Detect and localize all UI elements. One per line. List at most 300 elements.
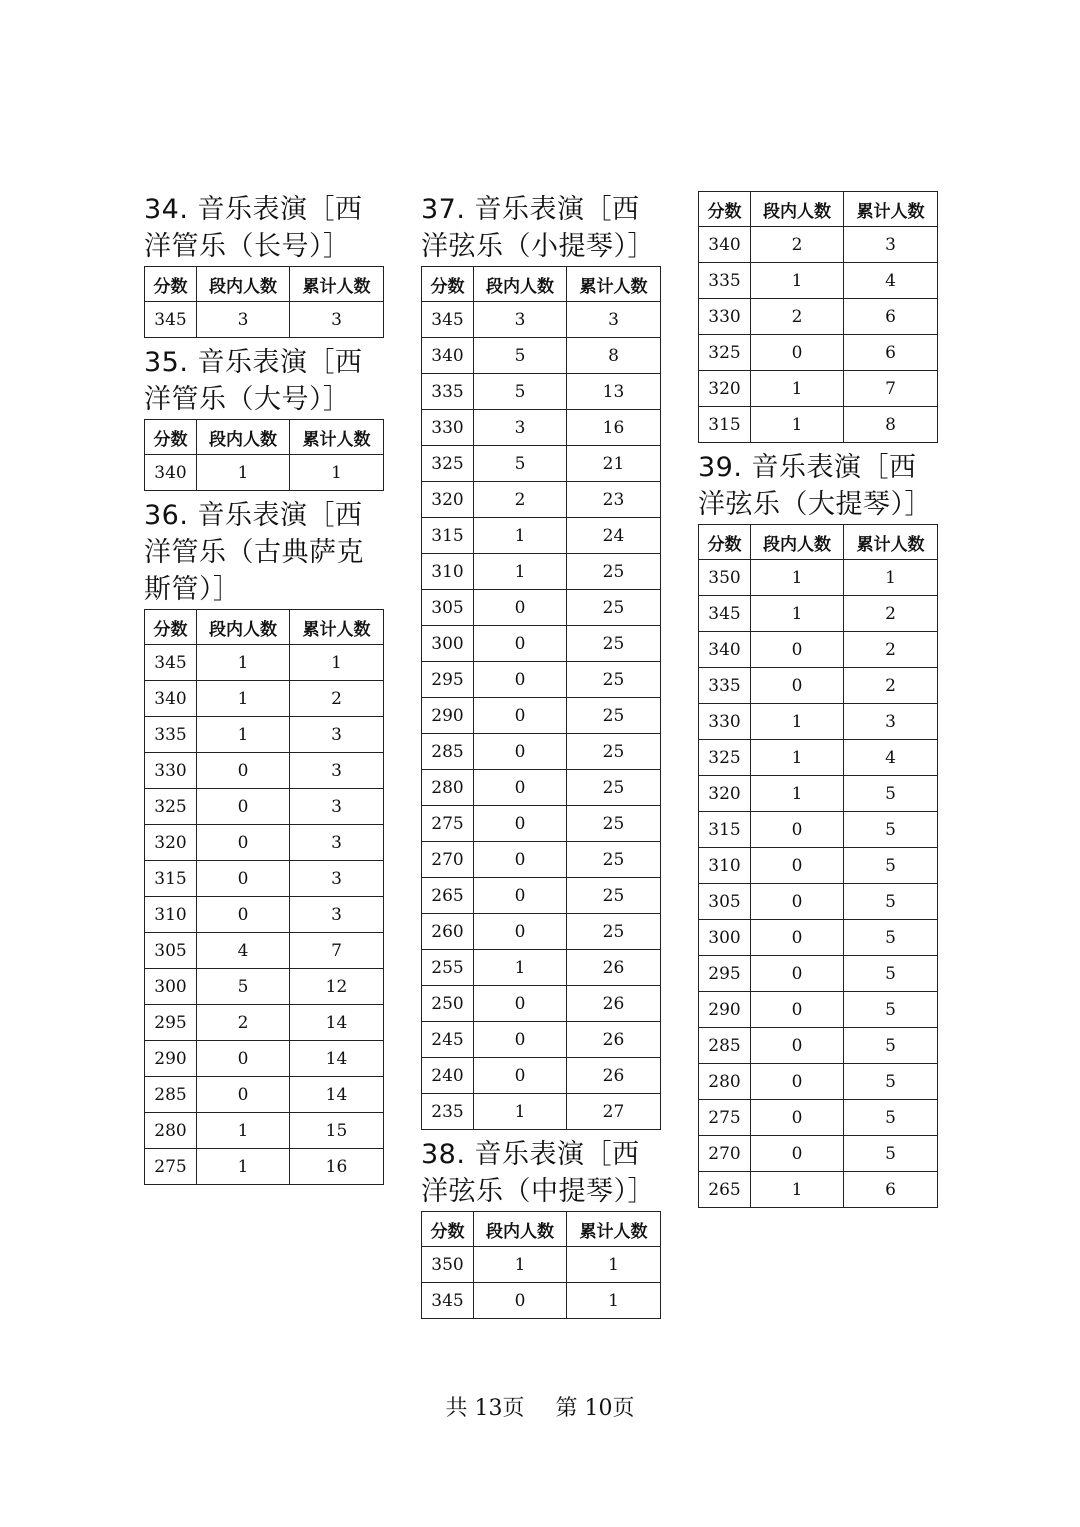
section-title-37: 37. 音乐表演［西洋弦乐（小提琴）］: [421, 194, 655, 262]
table-row: [422, 698, 661, 734]
cumulative-count-cell: 2: [290, 681, 384, 717]
table-header-row: [422, 1212, 661, 1247]
cumulative-count-cell: 5: [844, 1028, 938, 1064]
score-cell: 335: [145, 717, 197, 753]
in-band-count-cell: 0: [751, 956, 844, 992]
score-cell: 350: [422, 1247, 474, 1283]
in-band-count-cell: 0: [474, 1283, 567, 1319]
score-cell: 290: [145, 1041, 197, 1077]
column-2: [421, 191, 661, 1325]
in-band-count-cell: 2: [474, 482, 567, 518]
score-cell: 340: [145, 681, 197, 717]
score-cell: 285: [145, 1077, 197, 1113]
header-score: 分数: [145, 267, 197, 302]
score-cell: 340: [699, 632, 751, 668]
header-cumulative-count: 累计人数: [290, 267, 384, 302]
header-in-band-count: 段内人数: [197, 267, 290, 302]
score-cell: 330: [699, 704, 751, 740]
score-cell: 265: [422, 878, 474, 914]
cumulative-count-cell: 5: [844, 776, 938, 812]
cumulative-count-cell: 5: [844, 812, 938, 848]
cumulative-count-cell: 25: [567, 662, 661, 698]
in-band-count-cell: 0: [197, 753, 290, 789]
cumulative-count-cell: 16: [290, 1149, 384, 1185]
cumulative-count-cell: 26: [567, 986, 661, 1022]
in-band-count-cell: 0: [751, 1028, 844, 1064]
score-cell: 325: [699, 335, 751, 371]
score-cell: 300: [422, 626, 474, 662]
in-band-count-cell: 1: [197, 645, 290, 681]
table-row: [145, 789, 384, 825]
score-cell: 305: [422, 590, 474, 626]
table-row: [699, 668, 938, 704]
in-band-count-cell: 1: [474, 518, 567, 554]
cumulative-count-cell: 1: [290, 645, 384, 681]
score-cell: 235: [422, 1094, 474, 1130]
table-row: [145, 1005, 384, 1041]
in-band-count-cell: 3: [197, 302, 290, 338]
table-row: [699, 704, 938, 740]
score-cell: 270: [422, 842, 474, 878]
cumulative-count-cell: 25: [567, 554, 661, 590]
score-cell: 310: [145, 897, 197, 933]
in-band-count-cell: 4: [197, 933, 290, 969]
cumulative-count-cell: 25: [567, 806, 661, 842]
table-row: [422, 590, 661, 626]
score-cell: 290: [699, 992, 751, 1028]
in-band-count-cell: 5: [474, 338, 567, 374]
score-cell: 335: [422, 374, 474, 410]
cumulative-count-cell: 25: [567, 734, 661, 770]
table-row: [699, 407, 938, 443]
table-row: [145, 825, 384, 861]
header-score: 分数: [699, 192, 751, 227]
score-cell: 345: [422, 1283, 474, 1319]
table-row: [422, 770, 661, 806]
cumulative-count-cell: 5: [844, 884, 938, 920]
in-band-count-cell: 0: [474, 1058, 567, 1094]
table-row: [145, 969, 384, 1005]
cumulative-count-cell: 1: [844, 560, 938, 596]
header-cumulative-count: 累计人数: [567, 1212, 661, 1247]
table-row: [699, 1028, 938, 1064]
in-band-count-cell: 0: [751, 884, 844, 920]
cumulative-count-cell: 7: [290, 933, 384, 969]
header-cumulative-count: 累计人数: [844, 525, 938, 560]
cumulative-count-cell: 25: [567, 914, 661, 950]
in-band-count-cell: 0: [751, 812, 844, 848]
cumulative-count-cell: 4: [844, 740, 938, 776]
header-score: 分数: [699, 525, 751, 560]
score-cell: 335: [699, 668, 751, 704]
in-band-count-cell: 2: [751, 299, 844, 335]
score-cell: 250: [422, 986, 474, 1022]
in-band-count-cell: 0: [751, 1064, 844, 1100]
cumulative-count-cell: 7: [844, 371, 938, 407]
section-title-35: 35. 音乐表演［西洋管乐（大号）］: [144, 347, 363, 415]
table-row: [145, 645, 384, 681]
score-cell: 295: [422, 662, 474, 698]
score-cell: 340: [422, 338, 474, 374]
score-table: [698, 191, 938, 443]
cumulative-count-cell: 21: [567, 446, 661, 482]
score-cell: 285: [422, 734, 474, 770]
cumulative-count-cell: 12: [290, 969, 384, 1005]
in-band-count-cell: 0: [197, 1041, 290, 1077]
column-1: [144, 191, 384, 1191]
in-band-count-cell: 1: [751, 596, 844, 632]
table-row: [422, 806, 661, 842]
in-band-count-cell: 0: [751, 920, 844, 956]
table-row: [145, 861, 384, 897]
in-band-count-cell: 0: [474, 590, 567, 626]
cumulative-count-cell: 25: [567, 590, 661, 626]
table-row: [699, 992, 938, 1028]
cumulative-count-cell: 5: [844, 1136, 938, 1172]
score-cell: 320: [699, 371, 751, 407]
cumulative-count-cell: 3: [844, 227, 938, 263]
table-row: [145, 1077, 384, 1113]
table-row: [422, 554, 661, 590]
cumulative-count-cell: 5: [844, 956, 938, 992]
score-cell: 315: [422, 518, 474, 554]
header-in-band-count: 段内人数: [197, 610, 290, 645]
in-band-count-cell: 0: [474, 986, 567, 1022]
table-row: [699, 335, 938, 371]
in-band-count-cell: 0: [751, 1100, 844, 1136]
score-cell: 285: [699, 1028, 751, 1064]
section-title-36: 36. 音乐表演［西洋管乐（古典萨克斯管）］: [144, 500, 364, 605]
cumulative-count-cell: 6: [844, 335, 938, 371]
table-row: [699, 632, 938, 668]
cumulative-count-cell: 3: [290, 861, 384, 897]
table-header-row: [422, 267, 661, 302]
in-band-count-cell: 1: [474, 554, 567, 590]
cumulative-count-cell: 6: [844, 1172, 938, 1208]
score-cell: 320: [145, 825, 197, 861]
table-row: [422, 842, 661, 878]
in-band-count-cell: 0: [474, 878, 567, 914]
in-band-count-cell: 5: [474, 374, 567, 410]
in-band-count-cell: 1: [197, 1149, 290, 1185]
score-table: [421, 1211, 661, 1319]
cumulative-count-cell: 1: [290, 455, 384, 491]
cumulative-count-cell: 3: [290, 717, 384, 753]
in-band-count-cell: 0: [474, 626, 567, 662]
cumulative-count-cell: 5: [844, 848, 938, 884]
score-cell: 345: [145, 302, 197, 338]
score-cell: 330: [145, 753, 197, 789]
score-cell: 315: [699, 812, 751, 848]
table-row: [422, 410, 661, 446]
current-page: 第 10页: [555, 1396, 635, 1421]
score-cell: 280: [422, 770, 474, 806]
table-row: [422, 338, 661, 374]
table-header-row: [145, 610, 384, 645]
table-row: [699, 1136, 938, 1172]
in-band-count-cell: 1: [197, 455, 290, 491]
cumulative-count-cell: 2: [844, 596, 938, 632]
in-band-count-cell: 0: [197, 897, 290, 933]
table-row: [422, 914, 661, 950]
table-row: [699, 884, 938, 920]
total-pages: 共 13页: [445, 1396, 525, 1421]
score-cell: 255: [422, 950, 474, 986]
score-cell: 275: [699, 1100, 751, 1136]
table-row: [422, 986, 661, 1022]
table-row: [422, 374, 661, 410]
table-header-row: [145, 267, 384, 302]
table-row: [699, 848, 938, 884]
score-cell: 275: [422, 806, 474, 842]
table-row: [699, 560, 938, 596]
score-cell: 315: [145, 861, 197, 897]
cumulative-count-cell: 13: [567, 374, 661, 410]
table-row: [422, 1283, 661, 1319]
cumulative-count-cell: 8: [844, 407, 938, 443]
table-row: [422, 446, 661, 482]
cumulative-count-cell: 3: [567, 302, 661, 338]
table-row: [422, 950, 661, 986]
cumulative-count-cell: 14: [290, 1077, 384, 1113]
table-row: [699, 1064, 938, 1100]
in-band-count-cell: 0: [751, 848, 844, 884]
table-row: [145, 1041, 384, 1077]
cumulative-count-cell: 5: [844, 1064, 938, 1100]
table-row: [422, 1094, 661, 1130]
score-cell: 275: [145, 1149, 197, 1185]
cumulative-count-cell: 2: [844, 632, 938, 668]
score-cell: 240: [422, 1058, 474, 1094]
table-row: [145, 717, 384, 753]
table-row: [422, 482, 661, 518]
header-in-band-count: 段内人数: [751, 192, 844, 227]
score-cell: 260: [422, 914, 474, 950]
in-band-count-cell: 0: [751, 992, 844, 1028]
table-row: [422, 878, 661, 914]
in-band-count-cell: 0: [474, 806, 567, 842]
table-row: [145, 897, 384, 933]
in-band-count-cell: 3: [474, 302, 567, 338]
cumulative-count-cell: 25: [567, 626, 661, 662]
page-footer: [0, 1391, 1080, 1422]
cumulative-count-cell: 8: [567, 338, 661, 374]
score-cell: 345: [422, 302, 474, 338]
cumulative-count-cell: 14: [290, 1005, 384, 1041]
cumulative-count-cell: 26: [567, 950, 661, 986]
header-score: 分数: [422, 267, 474, 302]
table-row: [145, 1113, 384, 1149]
cumulative-count-cell: 25: [567, 878, 661, 914]
table-row: [699, 227, 938, 263]
in-band-count-cell: 1: [197, 681, 290, 717]
in-band-count-cell: 1: [751, 407, 844, 443]
table-row: [422, 626, 661, 662]
score-cell: 295: [699, 956, 751, 992]
score-cell: 330: [422, 410, 474, 446]
in-band-count-cell: 2: [197, 1005, 290, 1041]
cumulative-count-cell: 1: [567, 1247, 661, 1283]
table-row: [145, 933, 384, 969]
table-row: [145, 455, 384, 491]
score-cell: 320: [422, 482, 474, 518]
score-cell: 315: [699, 407, 751, 443]
section-title-39: 39. 音乐表演［西洋弦乐（大提琴）］: [698, 452, 932, 520]
table-header-row: [699, 192, 938, 227]
score-cell: 310: [699, 848, 751, 884]
score-cell: 335: [699, 263, 751, 299]
cumulative-count-cell: 14: [290, 1041, 384, 1077]
table-row: [699, 1100, 938, 1136]
table-header-row: [699, 525, 938, 560]
in-band-count-cell: 1: [751, 1172, 844, 1208]
score-cell: 300: [699, 920, 751, 956]
cumulative-count-cell: 2: [844, 668, 938, 704]
cumulative-count-cell: 23: [567, 482, 661, 518]
cumulative-count-cell: 1: [567, 1283, 661, 1319]
section-title-34: 34. 音乐表演［西洋管乐（长号）］: [144, 194, 363, 262]
in-band-count-cell: 0: [474, 770, 567, 806]
in-band-count-cell: 0: [751, 1136, 844, 1172]
table-row: [699, 371, 938, 407]
in-band-count-cell: 0: [474, 662, 567, 698]
header-cumulative-count: 累计人数: [844, 192, 938, 227]
table-row: [145, 681, 384, 717]
in-band-count-cell: 1: [197, 717, 290, 753]
score-table: [698, 524, 938, 1208]
header-in-band-count: 段内人数: [197, 420, 290, 455]
cumulative-count-cell: 3: [290, 753, 384, 789]
in-band-count-cell: 0: [474, 1022, 567, 1058]
in-band-count-cell: 0: [751, 668, 844, 704]
score-cell: 340: [145, 455, 197, 491]
header-cumulative-count: 累计人数: [567, 267, 661, 302]
cumulative-count-cell: 3: [290, 789, 384, 825]
in-band-count-cell: 1: [751, 263, 844, 299]
table-row: [422, 1247, 661, 1283]
header-score: 分数: [422, 1212, 474, 1247]
in-band-count-cell: 0: [751, 335, 844, 371]
in-band-count-cell: 1: [751, 704, 844, 740]
score-cell: 305: [699, 884, 751, 920]
in-band-count-cell: 0: [474, 698, 567, 734]
score-cell: 350: [699, 560, 751, 596]
score-cell: 300: [145, 969, 197, 1005]
score-cell: 270: [699, 1136, 751, 1172]
score-table: [144, 266, 384, 338]
column-3: [698, 191, 938, 1214]
cumulative-count-cell: 5: [844, 992, 938, 1028]
in-band-count-cell: 0: [197, 789, 290, 825]
table-row: [422, 734, 661, 770]
table-row: [145, 1149, 384, 1185]
section-title-38: 38. 音乐表演［西洋弦乐（中提琴）］: [421, 1139, 655, 1207]
in-band-count-cell: 1: [751, 776, 844, 812]
cumulative-count-cell: 5: [844, 920, 938, 956]
in-band-count-cell: 0: [474, 734, 567, 770]
score-cell: 310: [422, 554, 474, 590]
in-band-count-cell: 1: [474, 1247, 567, 1283]
score-table: [144, 419, 384, 491]
header-in-band-count: 段内人数: [751, 525, 844, 560]
score-cell: 245: [422, 1022, 474, 1058]
score-cell: 325: [422, 446, 474, 482]
score-cell: 290: [422, 698, 474, 734]
header-score: 分数: [145, 610, 197, 645]
header-cumulative-count: 累计人数: [290, 420, 384, 455]
in-band-count-cell: 0: [197, 1077, 290, 1113]
table-row: [422, 662, 661, 698]
in-band-count-cell: 1: [751, 371, 844, 407]
in-band-count-cell: 0: [474, 842, 567, 878]
cumulative-count-cell: 4: [844, 263, 938, 299]
score-cell: 295: [145, 1005, 197, 1041]
score-cell: 345: [699, 596, 751, 632]
in-band-count-cell: 1: [751, 740, 844, 776]
score-cell: 330: [699, 299, 751, 335]
table-row: [422, 1058, 661, 1094]
score-cell: 325: [699, 740, 751, 776]
score-cell: 325: [145, 789, 197, 825]
score-table: [144, 609, 384, 1185]
cumulative-count-cell: 25: [567, 698, 661, 734]
in-band-count-cell: 3: [474, 410, 567, 446]
cumulative-count-cell: 15: [290, 1113, 384, 1149]
in-band-count-cell: 1: [474, 1094, 567, 1130]
table-row: [145, 302, 384, 338]
cumulative-count-cell: 3: [290, 897, 384, 933]
cumulative-count-cell: 27: [567, 1094, 661, 1130]
in-band-count-cell: 0: [197, 825, 290, 861]
header-cumulative-count: 累计人数: [290, 610, 384, 645]
score-cell: 280: [699, 1064, 751, 1100]
table-row: [699, 776, 938, 812]
cumulative-count-cell: 26: [567, 1058, 661, 1094]
table-row: [145, 753, 384, 789]
cumulative-count-cell: 3: [290, 825, 384, 861]
table-header-row: [145, 420, 384, 455]
header-score: 分数: [145, 420, 197, 455]
score-cell: 320: [699, 776, 751, 812]
header-in-band-count: 段内人数: [474, 267, 567, 302]
table-row: [422, 1022, 661, 1058]
table-row: [699, 812, 938, 848]
score-cell: 305: [145, 933, 197, 969]
table-row: [699, 740, 938, 776]
in-band-count-cell: 1: [474, 950, 567, 986]
cumulative-count-cell: 3: [844, 704, 938, 740]
table-row: [422, 302, 661, 338]
score-cell: 280: [145, 1113, 197, 1149]
score-cell: 265: [699, 1172, 751, 1208]
cumulative-count-cell: 6: [844, 299, 938, 335]
table-row: [699, 299, 938, 335]
table-row: [699, 596, 938, 632]
table-row: [699, 956, 938, 992]
in-band-count-cell: 0: [197, 861, 290, 897]
cumulative-count-cell: 16: [567, 410, 661, 446]
table-row: [699, 1172, 938, 1208]
in-band-count-cell: 0: [751, 632, 844, 668]
in-band-count-cell: 2: [751, 227, 844, 263]
in-band-count-cell: 1: [197, 1113, 290, 1149]
cumulative-count-cell: 26: [567, 1022, 661, 1058]
cumulative-count-cell: 5: [844, 1100, 938, 1136]
score-cell: 345: [145, 645, 197, 681]
cumulative-count-cell: 25: [567, 842, 661, 878]
table-row: [699, 920, 938, 956]
cumulative-count-cell: 24: [567, 518, 661, 554]
